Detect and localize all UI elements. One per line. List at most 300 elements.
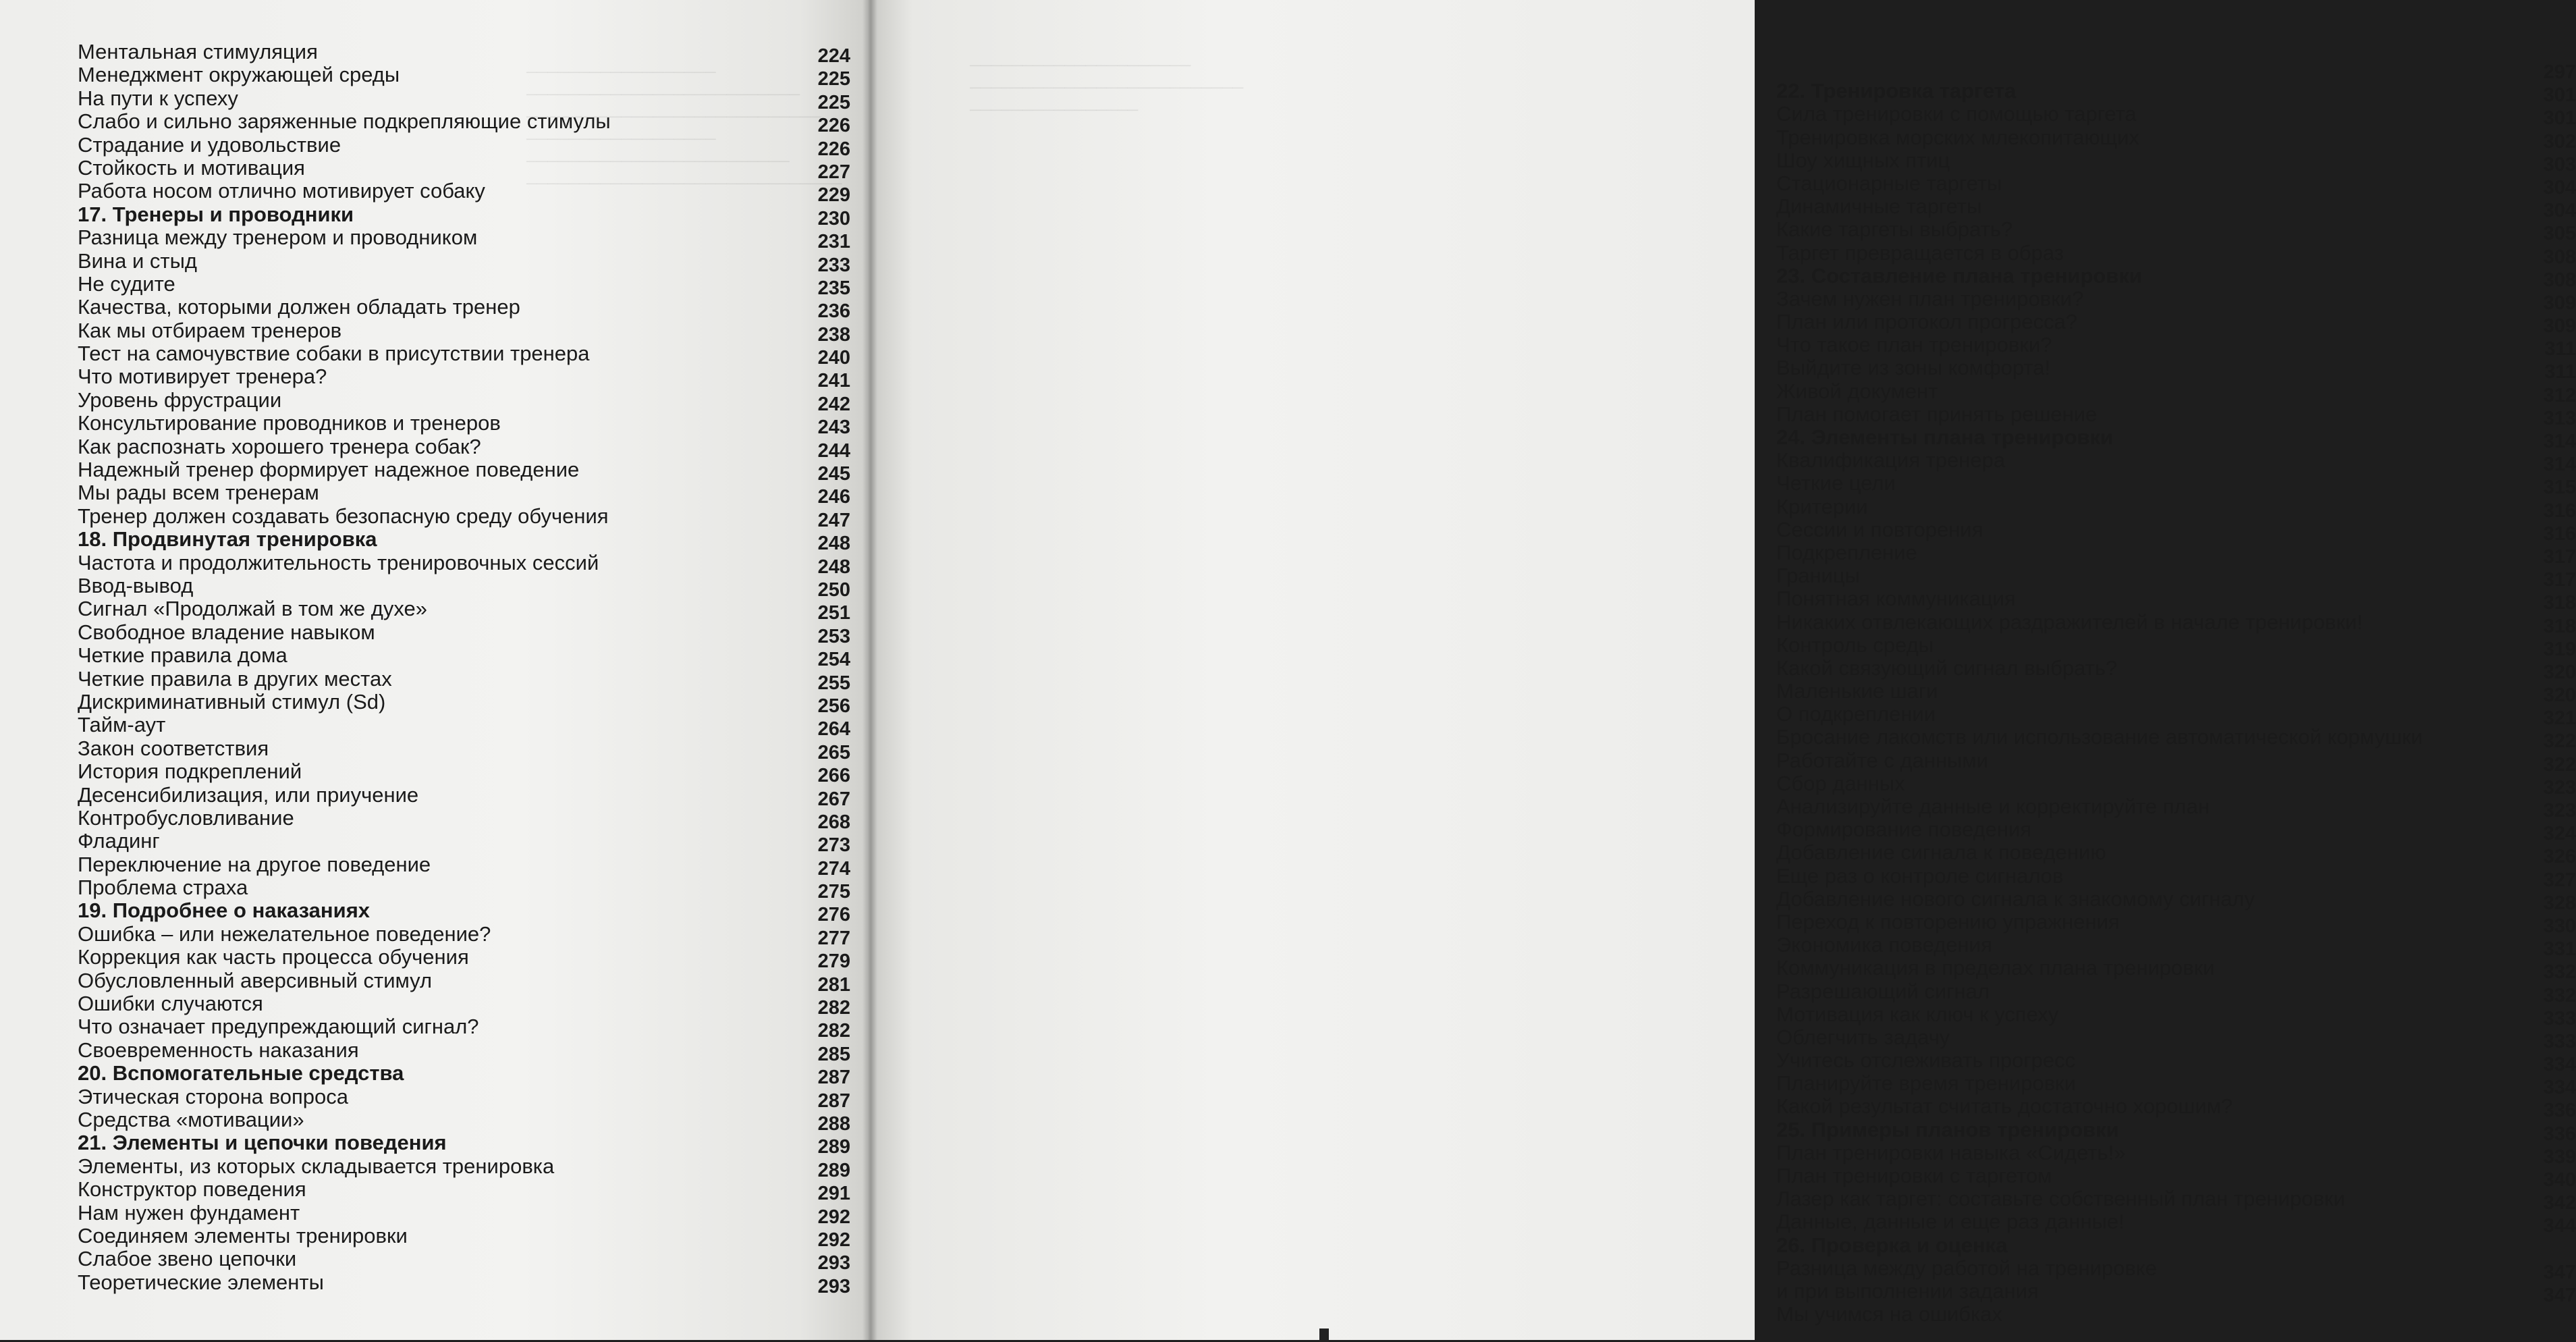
entry-title: Стойкость и мотивация — [78, 155, 305, 180]
entry-title: Страдание и удовольствие — [78, 132, 341, 157]
page-number: 273 — [817, 834, 850, 857]
entry-title: Консультирование проводников и тренеров — [78, 411, 501, 435]
toc-entry — [1776, 471, 2576, 499]
entry-title: Своевременность наказания — [78, 1038, 359, 1062]
entry-title: На пути к успеху — [78, 86, 238, 110]
entry-title: Дискриминативный стимул (Sd) — [78, 689, 386, 714]
page-number: 231 — [817, 231, 850, 253]
toc-entry — [1776, 171, 2576, 198]
entry-title: Учитесь отслеживать прогресс — [1776, 1048, 2076, 1073]
page-number: 317 — [2543, 545, 2576, 568]
entry-title: Ввод-вывод — [78, 573, 194, 597]
entry-title: Переход к повторению упражнения — [1776, 909, 2120, 934]
page-number: 245 — [817, 463, 850, 485]
page-number: 227 — [817, 161, 850, 183]
chapter-title: 24. Элементы плана тренировки — [1776, 425, 2114, 449]
toc-entry — [78, 63, 850, 90]
page-number: 322 — [2543, 730, 2576, 753]
toc-entry — [1776, 1094, 2576, 1122]
entry-title: Слабое звено цепочки — [78, 1247, 297, 1271]
toc-entry — [78, 876, 850, 903]
toc-entry — [78, 945, 850, 973]
page-number: 319 — [2543, 638, 2576, 660]
page-number: 266 — [817, 765, 850, 787]
entry-title: Элементы, из которых складывается тренировка — [78, 1154, 555, 1178]
page-number: 340 — [2543, 1169, 2576, 1191]
toc-entry — [1776, 748, 2576, 776]
toc-entry — [1776, 517, 2576, 545]
toc-chapter-heading — [78, 1061, 850, 1089]
page-number: 297 — [2543, 61, 2576, 83]
entry-title: Проблема страха — [78, 876, 248, 900]
toc-entry — [78, 1107, 850, 1135]
toc-entry — [78, 573, 850, 601]
toc-entry — [1776, 702, 2576, 730]
page-number: 308 — [2543, 269, 2576, 291]
entry-title: О подкреплении — [1776, 702, 1936, 726]
page-number: 342 — [2543, 1192, 2576, 1214]
toc-entry — [1776, 840, 2576, 868]
entry-title: Какой результат считать достаточно хорошим? — [1776, 1094, 2233, 1119]
entry-title: Тренировка морских млекопитающих — [1776, 125, 2140, 149]
toc-entry — [78, 295, 850, 323]
toc-entry — [1776, 286, 2576, 314]
toc-entry — [78, 1015, 850, 1042]
toc-entry — [78, 342, 850, 369]
entry-title: Границы — [1776, 564, 1860, 588]
entry-title: Ошибка – или нежелательное поведение? — [78, 921, 491, 946]
toc-entry — [78, 759, 850, 787]
toc-entry — [78, 248, 850, 276]
toc-entry — [78, 109, 850, 137]
chapter-title: 21. Элементы и цепочки поведения — [78, 1131, 447, 1155]
toc-entry — [1776, 1210, 2576, 1237]
entry-title: Контроль среды — [1776, 633, 1934, 657]
page-number: 332 — [2543, 984, 2576, 1006]
entry-title: Разница между работой на тренировке — [1776, 1256, 2157, 1280]
toc-entry — [78, 736, 850, 763]
toc-entry — [78, 852, 850, 880]
entry-title: Работа носом отлично мотивирует собаку — [78, 179, 485, 203]
page-number: 246 — [817, 486, 850, 508]
toc-entry — [1776, 679, 2576, 707]
toc-entry — [78, 1200, 850, 1228]
page-number: 336 — [2543, 1123, 2576, 1145]
page-number: 285 — [817, 1043, 850, 1065]
entry-title: Средства «мотивации» — [78, 1107, 304, 1131]
entry-title: Контробусловливание — [78, 805, 294, 830]
page-number: 282 — [817, 1020, 850, 1042]
page-number: 279 — [817, 950, 850, 973]
entry-title: Соединяем элементы тренировки — [78, 1223, 408, 1247]
page-number: 281 — [817, 973, 850, 996]
toc-entry — [1776, 1071, 2576, 1099]
page-number: 230 — [817, 207, 850, 230]
toc-entry — [1776, 57, 2576, 83]
toc-entry — [78, 387, 850, 415]
entry-title: Уровень фрустрации — [78, 387, 282, 412]
toc-entry — [78, 1084, 850, 1112]
entry-title: Работайте с данными — [1776, 748, 1988, 772]
entry-title: Разрешающий сигнал — [1776, 979, 1990, 1003]
page-number: 304 — [2543, 200, 2576, 222]
page-number: 313 — [2543, 407, 2576, 429]
page-number: 311 — [2544, 338, 2576, 360]
page-number: 347 — [2543, 1261, 2576, 1283]
toc-entry — [78, 805, 850, 833]
entry-title: Коррекция как часть процесса обучения — [78, 945, 469, 969]
toc-entry — [78, 365, 850, 392]
entry-title: Зачем нужен план тренировки? — [1776, 286, 2084, 311]
toc-entry — [1776, 1025, 2576, 1052]
page-number: 282 — [817, 997, 850, 1019]
entry-title: Теоретические элементы — [78, 1270, 324, 1294]
page-number: 308 — [2543, 246, 2576, 268]
page-number: 318 — [2543, 615, 2576, 637]
page-number: 255 — [817, 672, 850, 694]
entry-title: Свободное владение навыком — [78, 620, 375, 644]
entry-title: Подкрепление — [1776, 540, 1917, 564]
toc-entry — [1776, 587, 2576, 614]
page-number: 315 — [2543, 477, 2576, 499]
toc-entry — [1776, 240, 2576, 268]
entry-title: Менеджмент окружающей среды — [78, 63, 400, 87]
entry-title: Анализируйте данные и корректируйте план — [1776, 795, 2210, 818]
page-number: 320 — [2543, 661, 2576, 683]
page-number: 311 — [2544, 361, 2576, 383]
toc-entry — [78, 921, 850, 949]
entry-title: Живой документ — [1776, 379, 1938, 403]
page-number: 312 — [2543, 384, 2576, 406]
toc-entry — [78, 271, 850, 299]
toc-entry — [1776, 1303, 2576, 1326]
toc-entry — [1776, 817, 2576, 845]
entry-title: Тест на самочувствие собаки в присутствии тренера — [78, 342, 590, 366]
entry-title: Квалификация тренера — [1776, 448, 2006, 473]
entry-title: Сбор данных — [1776, 771, 1905, 795]
page-number: 225 — [817, 91, 850, 113]
page-number: 251 — [817, 602, 850, 624]
entry-title: План тренировки с таргетом — [1776, 1164, 2052, 1187]
page-number: 336 — [2543, 1100, 2576, 1122]
page-number: 253 — [817, 625, 850, 647]
entry-title: Маленькие шаги — [1776, 679, 1938, 703]
toc-entry — [1776, 909, 2576, 937]
toc-entry — [1776, 540, 2576, 568]
page-number: 305 — [2543, 223, 2576, 245]
page-number: 293 — [817, 1275, 850, 1297]
page-number: 293 — [817, 1252, 850, 1274]
page-number: 323 — [2543, 776, 2576, 799]
toc-entry — [78, 597, 850, 624]
page-number: 320 — [2543, 685, 2576, 707]
toc-entry — [78, 782, 850, 810]
toc-entry — [1776, 863, 2576, 891]
toc-entry — [78, 968, 850, 996]
entry-title: Выйдите из зоны комфорта! — [1776, 356, 2051, 380]
page-number: 332 — [2543, 961, 2576, 984]
entry-title: Как мы отбираем тренеров — [78, 318, 342, 342]
page-number: 235 — [817, 277, 850, 299]
toc-entry — [1776, 1187, 2576, 1214]
chapter-title: 22. Тренировка таргета — [1776, 79, 2017, 103]
entry-title: Какие таргеты выбрать? — [1776, 217, 2013, 242]
chapter-title: 25. Примеры планов тренировки — [1776, 1117, 2119, 1142]
toc-chapter-heading — [1776, 79, 2576, 107]
toc-entry — [1776, 979, 2576, 1006]
entry-title: Динамичные таргеты — [1776, 194, 1982, 219]
toc-entry — [78, 434, 850, 462]
toc-entry — [1776, 795, 2576, 822]
toc-chapter-heading — [78, 527, 850, 555]
toc-entry — [1776, 379, 2576, 406]
page-number: 309 — [2543, 315, 2576, 338]
toc-entry — [78, 481, 850, 508]
chapter-title: 26. Проверка и оценка — [1776, 1233, 2008, 1257]
page-number: 327 — [2543, 869, 2576, 891]
page-number: 303 — [2543, 153, 2576, 176]
page-number: 240 — [817, 347, 850, 369]
entry-title: Сигнал «Продолжай в том же духе» — [78, 597, 427, 621]
toc-entry — [1776, 356, 2576, 383]
page-number: 256 — [817, 695, 850, 717]
left-page — [0, 0, 869, 1340]
toc-entry — [1776, 448, 2576, 476]
page-number: 344 — [2543, 1215, 2576, 1237]
entry-title: Четкие правила в других местах — [78, 666, 392, 691]
toc-entry — [78, 689, 850, 717]
page-number: 322 — [2543, 753, 2576, 776]
entry-title: Стационарные таргеты — [1776, 171, 2002, 195]
page-number: 292 — [817, 1206, 850, 1228]
entry-title: Конструктор поведения — [78, 1177, 306, 1202]
toc-entry — [78, 550, 850, 578]
page-number: 292 — [817, 1229, 850, 1251]
page-number: 265 — [817, 741, 850, 763]
page-number: 267 — [817, 788, 850, 810]
toc-entry — [78, 179, 850, 207]
toc-entry — [78, 155, 850, 183]
entry-title: Мотивация как ключ к успеху — [1776, 1002, 2059, 1026]
entry-title: Не судите — [78, 271, 175, 296]
page-number: 236 — [817, 300, 850, 323]
page-number: 328 — [2543, 892, 2576, 914]
toc-entry — [1776, 1279, 2576, 1306]
entry-title: Что мотивирует тренера? — [78, 365, 327, 389]
page-number: 264 — [817, 718, 850, 741]
entry-title: Сила тренировки с помощью таргета — [1776, 102, 2137, 126]
bleed-through-text: ───────────────────── ────────────────────────── ──────────────── — [970, 57, 1244, 118]
page-number: 323 — [2543, 800, 2576, 822]
entry-title: Тренер должен создавать безопасную среду обучения — [78, 504, 609, 528]
toc-chapter-heading — [1776, 1117, 2576, 1145]
entry-title: Шоу хищных птиц — [1776, 148, 1950, 172]
page-number: 248 — [817, 556, 850, 578]
toc-entry — [78, 1154, 850, 1181]
entry-title: и при выполнении задания — [1776, 1279, 2039, 1303]
page-number: 241 — [817, 370, 850, 392]
toc-chapter-heading — [78, 1131, 850, 1158]
toc-entry — [1776, 771, 2576, 799]
page-number: 254 — [817, 649, 850, 671]
toc-chapter-heading — [1776, 425, 2576, 452]
entry-title: Формирование поведения — [1776, 817, 2032, 842]
entry-title: Что такое план тренировки? — [1776, 333, 2052, 357]
page-number: 334 — [2543, 1077, 2576, 1099]
chapter-title: 19. Подробнее о наказаниях — [78, 898, 371, 923]
page-edge-mark — [1319, 1328, 1329, 1342]
page-number: 233 — [817, 254, 850, 276]
bleed-through-text: ────────────────── ────────────────────────── ──────────────────────────── ────────────────── ───────────────────────── ────────────────────────────── — [526, 63, 842, 192]
page-number: 316 — [2543, 500, 2576, 522]
entry-title: Понятная коммуникация — [1776, 587, 2016, 611]
chapter-title: 20. Вспомогательные средства — [78, 1061, 404, 1085]
entry-title: Четкие правила дома — [78, 643, 287, 668]
toc-entry — [1776, 610, 2576, 637]
toc-entry — [78, 1223, 850, 1251]
entry-title: Четкие цели — [1776, 471, 1896, 495]
page-number: 243 — [817, 417, 850, 439]
entry-title: Мы учимся на ошибках — [1776, 1302, 2003, 1326]
page-number: 318 — [2543, 592, 2576, 614]
toc-list-left — [78, 40, 850, 1297]
entry-title: История подкреплений — [78, 759, 302, 784]
toc-entry — [78, 132, 850, 160]
toc-entry — [78, 1038, 850, 1065]
toc-entry — [78, 666, 850, 694]
toc-entry — [78, 1177, 850, 1205]
toc-entry — [78, 829, 850, 857]
entry-title: Как распознать хорошего тренера собак? — [78, 434, 481, 458]
page-number: 268 — [817, 811, 850, 833]
page-number: 247 — [817, 509, 850, 531]
page-number: 226 — [817, 115, 850, 137]
entry-title: Разница между тренером и проводником — [78, 225, 478, 250]
page-number: 289 — [817, 1136, 850, 1158]
toc-chapter-heading — [78, 202, 850, 230]
toc-entry — [78, 713, 850, 741]
page-number: 275 — [817, 881, 850, 903]
toc-list-right — [1776, 57, 2576, 1326]
chapter-title: 23. Составление плана тренировки — [1776, 263, 2142, 288]
book-gutter — [862, 0, 877, 1340]
toc-chapter-heading — [78, 898, 850, 926]
toc-entry — [78, 992, 850, 1019]
entry-title: План или протокол прогресса? — [1776, 310, 2078, 334]
page-number: 291 — [817, 1183, 850, 1205]
page-number: 347 — [2543, 1284, 2576, 1306]
entry-title: Десенсибилизация, или приучение — [78, 782, 419, 807]
page-number: 333 — [2543, 1030, 2576, 1052]
page-number: 331 — [2543, 938, 2576, 961]
page-number: 301 — [2543, 107, 2576, 130]
toc-entry — [1776, 310, 2576, 338]
page-number: 316 — [2543, 522, 2576, 545]
toc-entry — [78, 458, 850, 485]
toc-entry — [1776, 1164, 2576, 1191]
page-number: 301 — [2543, 84, 2576, 107]
toc-entry — [1776, 148, 2576, 176]
toc-entry — [1776, 886, 2576, 914]
toc-entry — [78, 620, 850, 647]
entry-title: Бросание лакомств или использование автоматической кормушки — [1776, 725, 2423, 749]
chapter-title: 18. Продвинутая тренировка — [78, 527, 377, 552]
page-number: 287 — [817, 1090, 850, 1112]
toc-entry — [78, 318, 850, 346]
page-number: 225 — [817, 68, 850, 90]
toc-entry — [1776, 956, 2576, 984]
toc-entry — [1776, 1002, 2576, 1029]
page-number: 238 — [817, 323, 850, 346]
entry-title: Данные, данные и еще раз данные! — [1776, 1210, 2125, 1234]
entry-title: Частота и продолжительность тренировочных сессий — [78, 550, 599, 574]
page-number: 229 — [817, 184, 850, 207]
page-number: 276 — [817, 904, 850, 926]
entry-title: Закон соответствия — [78, 736, 269, 760]
toc-entry — [78, 504, 850, 531]
toc-entry — [1776, 1048, 2576, 1076]
page-number: 224 — [817, 45, 850, 67]
entry-title: Лазер как таргет: составьте собственный план тренировки — [1776, 1187, 2345, 1211]
page-number: 339 — [2543, 1146, 2576, 1168]
entry-title: План тренировки навыка «Сидеть!» — [1776, 1140, 2126, 1164]
toc-entry — [1776, 1256, 2576, 1283]
toc-entry — [78, 1247, 850, 1274]
toc-entry — [1776, 933, 2576, 961]
entry-title: Добавление сигнала к поведению — [1776, 840, 2106, 865]
entry-title: Ментальная стимуляция — [78, 40, 318, 63]
page-number: 250 — [817, 579, 850, 601]
entry-title: Надежный тренер формирует надежное поведение — [78, 458, 580, 482]
page-number: 330 — [2543, 915, 2576, 937]
toc-entry — [78, 40, 850, 67]
page-number: 274 — [817, 857, 850, 880]
entry-title: Обусловленный аверсивный стимул — [78, 968, 433, 992]
page-number: 289 — [817, 1159, 850, 1181]
entry-title: Сессии и повторения — [1776, 517, 1983, 541]
page-number: 288 — [817, 1112, 850, 1135]
toc-chapter-heading — [1776, 263, 2576, 291]
toc-entry — [1776, 725, 2576, 753]
page-number: 277 — [817, 927, 850, 949]
entry-title: Облегчить задачу — [1776, 1025, 1950, 1049]
entry-title: Никаких отвлекающих раздражителей в начале тренировки! — [1776, 610, 2363, 634]
entry-title: Коммуникация в пределах плана тренировки — [1776, 956, 2215, 980]
page-number: 314 — [2543, 454, 2576, 476]
entry-title: Что означает предупреждающий сигнал? — [78, 1015, 479, 1039]
entry-title: Нам нужен фундамент — [78, 1200, 300, 1225]
toc-entry — [1776, 217, 2576, 245]
page-number: 244 — [817, 439, 850, 462]
page-number: 333 — [2543, 1007, 2576, 1029]
toc-entry — [1776, 1140, 2576, 1168]
toc-entry — [1776, 402, 2576, 429]
toc-entry — [1776, 194, 2576, 222]
page-number: 242 — [817, 393, 850, 415]
toc-entry — [78, 411, 850, 439]
toc-chapter-heading — [1776, 1234, 2576, 1257]
toc-entry — [1776, 494, 2576, 522]
entry-title: Таргет превращается в образ — [1776, 240, 2064, 265]
entry-title: Добавление нового сигнала к знакомому сигналу — [1776, 886, 2255, 911]
page-number: 334 — [2543, 1054, 2576, 1076]
chapter-title: 17. Тренеры и проводники — [78, 202, 354, 226]
page-number: 248 — [817, 533, 850, 555]
toc-entry — [1776, 564, 2576, 591]
toc-entry — [1776, 102, 2576, 130]
page-number: 304 — [2543, 176, 2576, 198]
page-number: 309 — [2543, 292, 2576, 314]
